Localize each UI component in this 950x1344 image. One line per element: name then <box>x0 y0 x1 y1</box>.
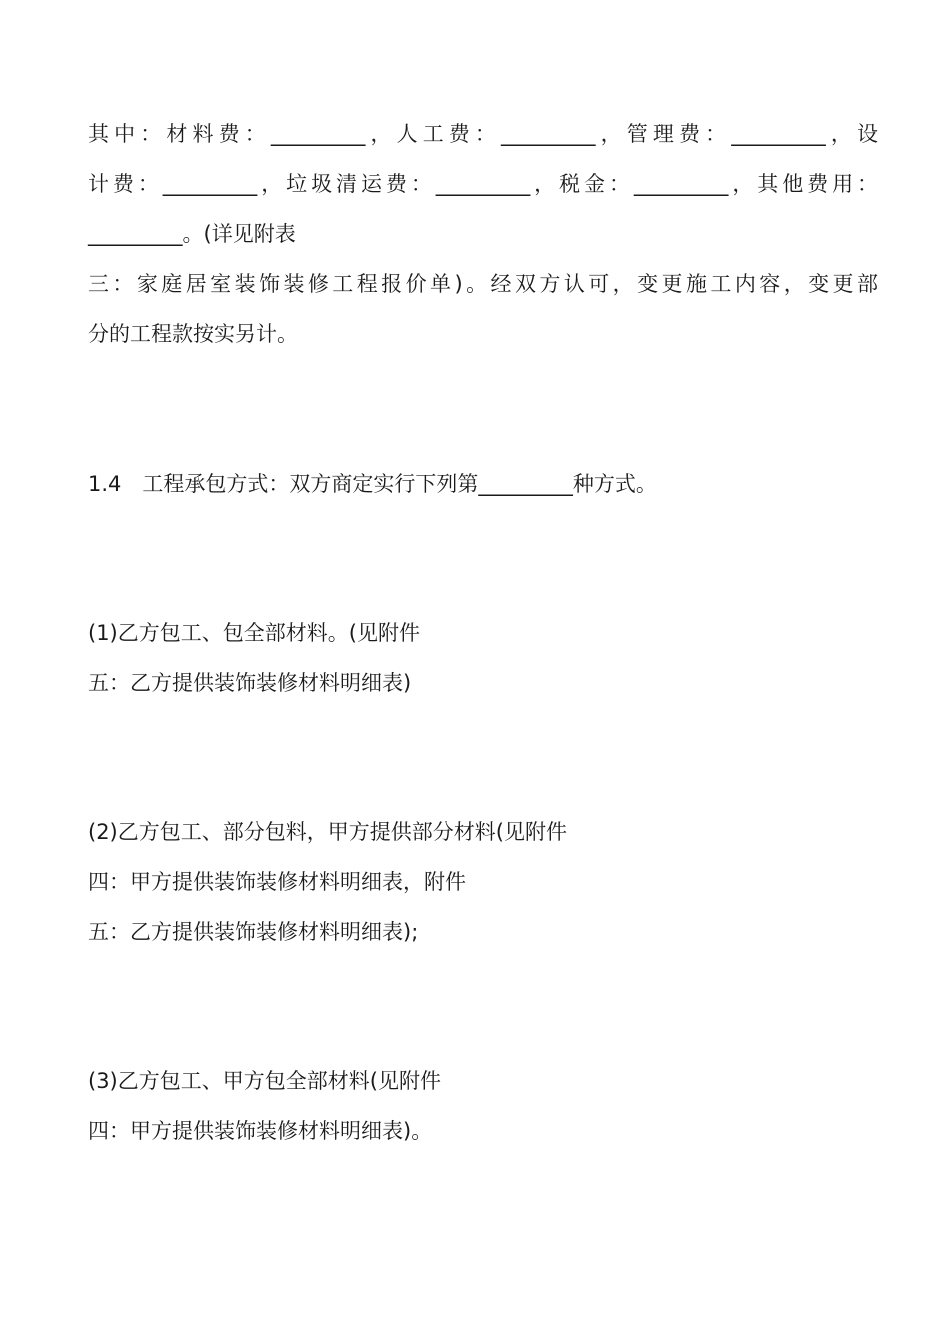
option-2-line-1: (2)乙方包工、部分包料，甲方提供部分材料(见附件 <box>88 820 567 844</box>
section-1-4-heading: 1.4 工程承包方式：双方商定实行下列第_________种方式。 <box>88 472 657 496</box>
option-3-line-2: 四：甲方提供装饰装修材料明细表)。 <box>88 1119 433 1143</box>
fee-breakdown-line-2: 计费：_________，垃圾清运费：_________，税金：_________，其他费用： <box>88 172 878 196</box>
fee-breakdown-line-3: _________。(详见附表 <box>88 222 296 246</box>
option-1-line-1: (1)乙方包工、包全部材料。(见附件 <box>88 621 420 645</box>
fee-breakdown-line-1: 其中：材料费：_________，人工费：_________，管理费：_________，设 <box>88 122 878 146</box>
quotation-note-line-1: 三：家庭居室装饰装修工程报价单)。经双方认可，变更施工内容，变更部 <box>88 272 878 296</box>
option-2-line-2: 四：甲方提供装饰装修材料明细表，附件 <box>88 870 466 894</box>
option-1-line-2: 五：乙方提供装饰装修材料明细表) <box>88 671 412 695</box>
option-3-line-1: (3)乙方包工、甲方包全部材料(见附件 <box>88 1069 441 1093</box>
option-2-line-3: 五：乙方提供装饰装修材料明细表); <box>88 920 419 944</box>
quotation-note-line-2: 分的工程款按实另计。 <box>88 322 298 346</box>
